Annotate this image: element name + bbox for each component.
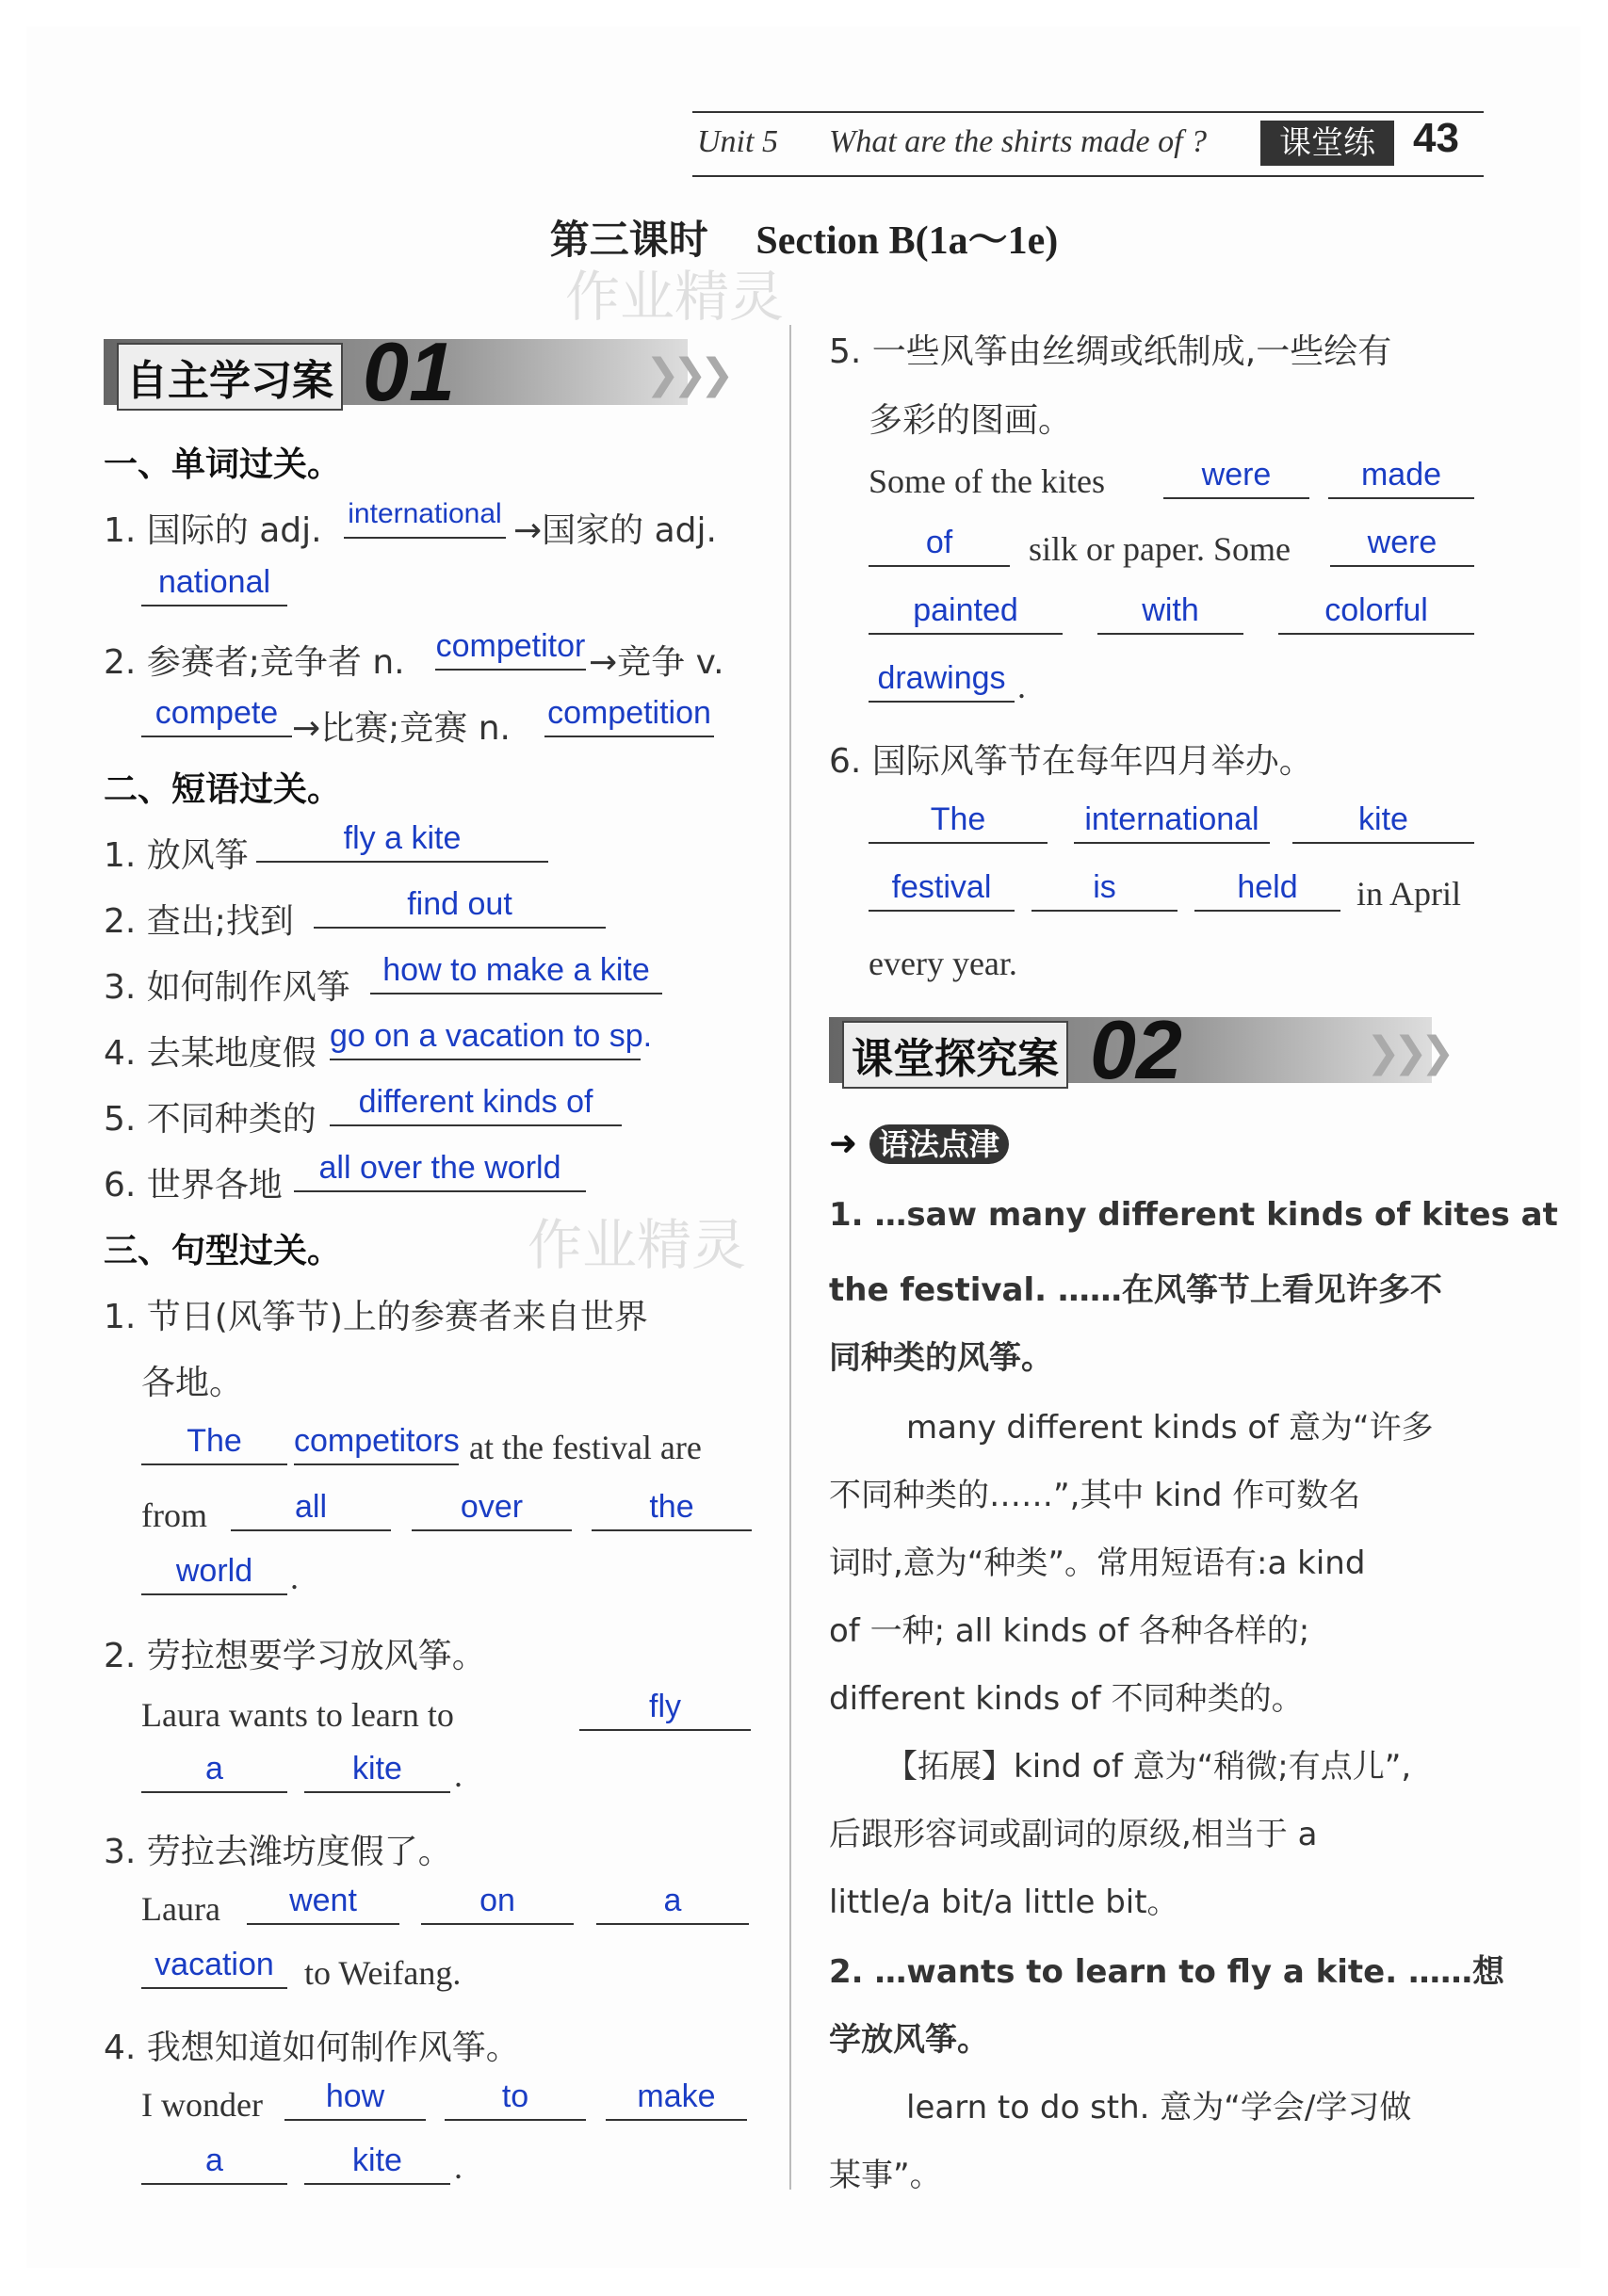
section-heading: 三、句型过关。 bbox=[104, 1232, 342, 1270]
answer-blank: fly bbox=[579, 1688, 751, 1731]
answer-blank: festival bbox=[869, 868, 1015, 912]
answer-blank: to bbox=[445, 2078, 586, 2121]
answer-blank: a bbox=[141, 1750, 287, 1793]
answer-blank: made bbox=[1328, 456, 1474, 499]
grammar-tag-label: 语法点津 bbox=[869, 1124, 1009, 1164]
question-text: →竞争 v. bbox=[589, 643, 724, 682]
period: . bbox=[454, 2148, 463, 2186]
grammar-paragraph: 某事”。 bbox=[829, 2157, 942, 2194]
sentence-text: Laura bbox=[141, 1890, 220, 1928]
answer-blank: held bbox=[1194, 868, 1340, 912]
answer-blank: vacation bbox=[141, 1946, 287, 1989]
answer-blank: the bbox=[592, 1488, 752, 1531]
grammar-paragraph: 不同种类的……”,其中 kind 作可数名 bbox=[829, 1477, 1361, 1514]
lesson-title bbox=[0, 209, 1608, 266]
banner-classroom-exploration bbox=[829, 1003, 1479, 1096]
answer-blank: on bbox=[421, 1882, 574, 1925]
grammar-paragraph: many different kinds of 意为“许多 bbox=[906, 1409, 1434, 1447]
answer-blank: national bbox=[141, 563, 287, 606]
answer-blank: how to make a kite bbox=[370, 951, 662, 994]
sentence-text: from bbox=[141, 1496, 207, 1534]
grammar-point-title: 1. …saw many different kinds of kites at bbox=[829, 1196, 1558, 1234]
phrase-question: 2. 查出;找到 bbox=[104, 902, 294, 941]
answer-blank: kite bbox=[1292, 800, 1474, 844]
banner-number: 02 bbox=[1090, 1003, 1182, 1096]
sentence-text: Laura wants to learn to bbox=[141, 1696, 454, 1734]
sentence-text: at the festival are bbox=[469, 1429, 702, 1466]
answer-blank: kite bbox=[304, 1750, 450, 1793]
answer-blank: The bbox=[141, 1422, 287, 1465]
extension-paragraph: 【拓展】kind of 意为“稍微;有点儿”, bbox=[885, 1748, 1412, 1786]
sentence-text: silk or paper. Some bbox=[1029, 530, 1291, 568]
answer-blank: find out bbox=[314, 885, 606, 929]
answer-blank: The bbox=[869, 800, 1048, 844]
phrase-question: 5. 不同种类的 bbox=[104, 1100, 317, 1139]
chevrons-icon: ❯❯❯ bbox=[645, 350, 727, 398]
grammar-point-title: 学放风筝。 bbox=[829, 2021, 989, 2059]
answer-blank: a bbox=[596, 1882, 749, 1925]
grammar-paragraph: learn to do sth. 意为“学会/学习做 bbox=[906, 2089, 1412, 2126]
header-title: What are the shirts made of ? bbox=[829, 124, 1208, 159]
answer-blank: compete bbox=[141, 694, 292, 737]
question-text: →国家的 adj. bbox=[513, 511, 717, 550]
lesson-title-cn: 第三课时 bbox=[549, 217, 708, 263]
sentence-text: Some of the kites bbox=[869, 462, 1105, 500]
grammar-paragraph: of 一种; all kinds of 各种各样的; bbox=[829, 1612, 1310, 1650]
answer-blank: international bbox=[344, 495, 506, 539]
answer-blank: kite bbox=[304, 2142, 450, 2185]
sentence-cn: 1. 节日(风筝节)上的参赛者来自世界 bbox=[104, 1298, 648, 1336]
answer-blank: all over the world bbox=[294, 1149, 586, 1192]
answer-blank: world bbox=[141, 1552, 287, 1595]
header-badge: 课堂练 bbox=[1260, 121, 1394, 166]
answer-blank: went bbox=[247, 1882, 399, 1925]
answer-blank: colorful bbox=[1278, 591, 1474, 635]
column-divider bbox=[789, 325, 791, 2190]
grammar-paragraph: 词时,意为“种类”。常用短语有:a kind bbox=[829, 1544, 1366, 1582]
sentence-cn: 6. 国际风筝节在每年四月举办。 bbox=[829, 742, 1313, 781]
banner-text: 课堂探究案 bbox=[842, 1021, 1068, 1089]
period: . bbox=[454, 1756, 463, 1794]
section-heading: 一、单词过关。 bbox=[104, 445, 342, 484]
banner-self-study bbox=[104, 325, 735, 418]
answer-blank: drawings bbox=[869, 659, 1015, 703]
grammar-tag bbox=[829, 1121, 1009, 1164]
answer-blank: competitors bbox=[294, 1422, 459, 1465]
grammar-point-title: 2. …wants to learn to fly a kite. ……想 bbox=[829, 1953, 1504, 1991]
header-unit: Unit 5 bbox=[697, 124, 778, 159]
lesson-title-en: Section B(1a～1e) bbox=[755, 219, 1059, 263]
answer-blank: international bbox=[1074, 800, 1270, 844]
answer-blank: different kinds of bbox=[330, 1083, 622, 1126]
period: . bbox=[1017, 668, 1026, 705]
sentence-cn: 2. 劳拉想要学习放风筝。 bbox=[104, 1637, 486, 1675]
answer-blank: make bbox=[606, 2078, 747, 2121]
question-text: 1. 国际的 adj. bbox=[104, 511, 322, 550]
watermark: 作业精灵 bbox=[528, 1213, 747, 1277]
page-number: 43 bbox=[1413, 115, 1459, 161]
chevrons-icon: ❯❯❯ bbox=[1366, 1028, 1448, 1076]
question-text: 2. 参赛者;竞争者 n. bbox=[104, 643, 405, 682]
sentence-text: I wonder bbox=[141, 2086, 263, 2124]
phrase-question: 4. 去某地度假 bbox=[104, 1034, 317, 1073]
sentence-text: in April bbox=[1356, 875, 1462, 913]
answer-blank: is bbox=[1031, 868, 1178, 912]
header-rule-bottom bbox=[692, 175, 1484, 177]
phrase-question: 3. 如何制作风筝 bbox=[104, 968, 350, 1007]
extension-paragraph: little/a bit/a little bit。 bbox=[829, 1884, 1179, 1921]
answer-blank: painted bbox=[869, 591, 1063, 635]
banner-number: 01 bbox=[363, 325, 455, 418]
sentence-cn: 多彩的图画。 bbox=[869, 401, 1073, 440]
answer-blank: competition bbox=[544, 694, 714, 737]
phrase-question: 1. 放风筝 bbox=[104, 836, 249, 875]
answer-blank: were bbox=[1163, 456, 1309, 499]
answer-blank: were bbox=[1330, 524, 1474, 567]
grammar-paragraph: different kinds of 不同种类的。 bbox=[829, 1680, 1304, 1718]
answer-blank: with bbox=[1097, 591, 1243, 635]
answer-blank: over bbox=[412, 1488, 572, 1531]
answer-blank: competitor bbox=[435, 627, 586, 671]
extension-paragraph: 后跟形容词或副词的原级,相当于 a bbox=[829, 1816, 1318, 1853]
sentence-text: to Weifang. bbox=[304, 1954, 462, 1992]
answer-blank: of bbox=[869, 524, 1010, 567]
arrow-icon: ➜ bbox=[829, 1124, 858, 1163]
period: . bbox=[290, 1559, 299, 1596]
answer-blank: how bbox=[284, 2078, 426, 2121]
sentence-cn: 各地。 bbox=[141, 1364, 244, 1402]
banner-text: 自主学习案 bbox=[117, 343, 343, 411]
question-text: →比赛;竞赛 n. bbox=[292, 709, 511, 748]
sentence-cn: 5. 一些风筝由丝绸或纸制成,一些绘有 bbox=[829, 332, 1392, 371]
watermark: 作业精灵 bbox=[565, 265, 785, 329]
answer-blank: a bbox=[141, 2142, 287, 2185]
sentence-text: every year. bbox=[869, 945, 1017, 982]
sentence-cn: 4. 我想知道如何制作风筝。 bbox=[104, 2029, 520, 2067]
sentence-cn: 3. 劳拉去潍坊度假了。 bbox=[104, 1833, 452, 1871]
grammar-point-title: 同种类的风筝。 bbox=[829, 1339, 1053, 1377]
phrase-question: 6. 世界各地 bbox=[104, 1166, 283, 1205]
grammar-point-title: the festival. ……在风筝节上看见许多不 bbox=[829, 1271, 1442, 1309]
header-rule-top bbox=[692, 111, 1484, 113]
answer-blank: go on a vacation to sp. bbox=[330, 1017, 641, 1060]
answer-blank: all bbox=[231, 1488, 391, 1531]
answer-blank: fly a kite bbox=[256, 819, 548, 863]
section-heading: 二、短语过关。 bbox=[104, 770, 342, 809]
